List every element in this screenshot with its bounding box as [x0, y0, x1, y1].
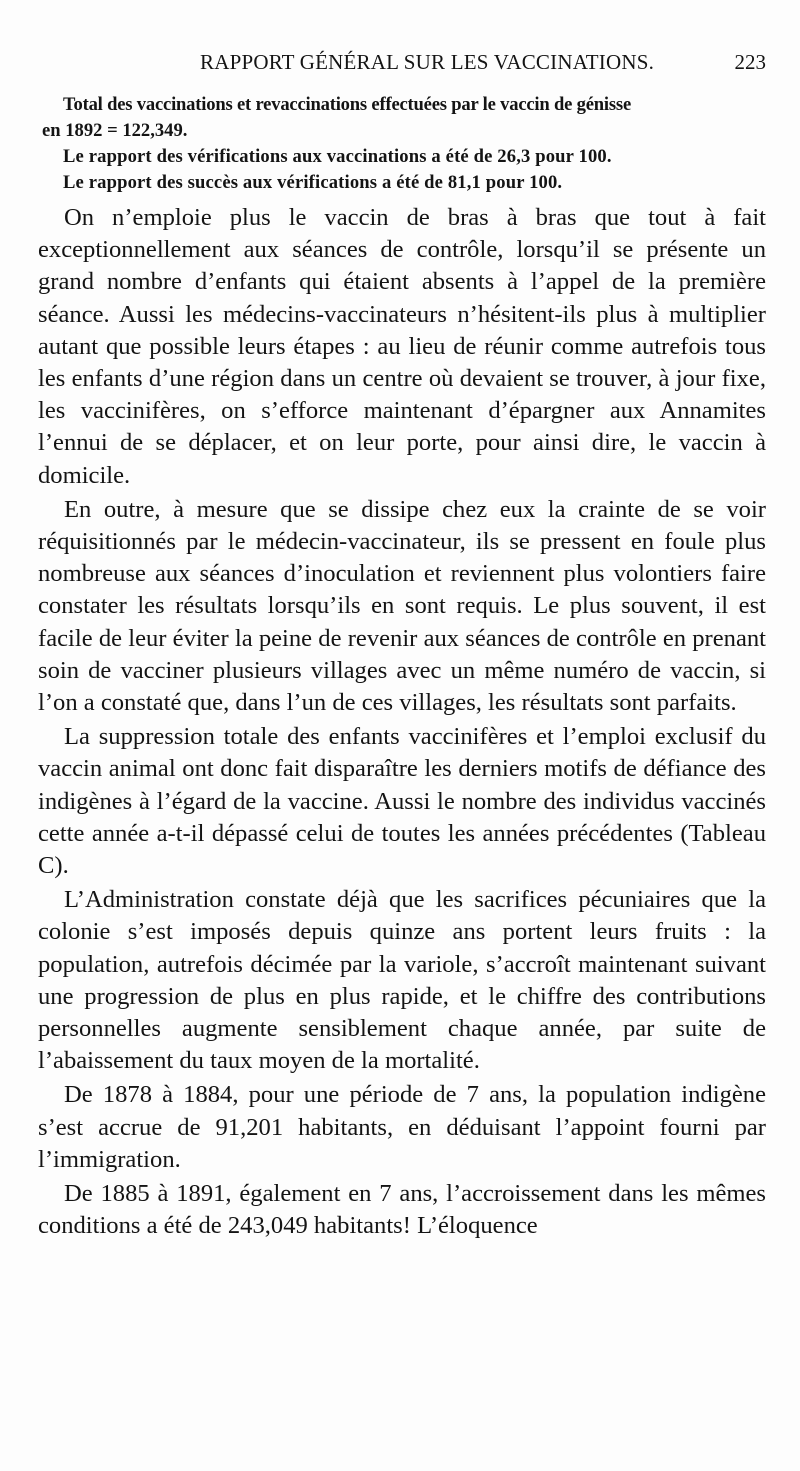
page-header — [38, 50, 766, 80]
summary-total-line: Total des vaccinations et revaccinations effectuées par le vaccin de génisse — [63, 94, 632, 115]
vaccination-summary — [42, 92, 767, 196]
summary-total-value: en 1892 = 122,349. — [42, 120, 188, 141]
paragraph: De 1878 à 1884, pour une période de 7 ans, la population indigène s’est accrue de 91,201 habitants, en déduisant l’appoint fourni par l’immigration. — [38, 1081, 766, 1173]
summary-success-ratio: Le rapport des succès aux vérifications a été de 81,1 pour 100. — [63, 172, 563, 193]
summary-verification-ratio: Le rapport des vérifications aux vaccinations a été de 26,3 pour 100. — [63, 146, 612, 167]
running-title: RAPPORT GÉNÉRAL SUR LES VACCINATIONS. — [200, 50, 655, 74]
paragraph: De 1885 à 1891, également en 7 ans, l’accroissement dans les mêmes conditions a été de 243,049 habitants! L’éloquence — [38, 1180, 766, 1240]
paragraph: L’Administration constate déjà que les sacrifices pécuniaires que la colonie s’est imposés depuis quinze ans portent leurs fruits : la population, autrefois décimée par la variole, s’accroît maintenant suivant une progression de plus en plus rapide, et le chiffre des contributions personnelles augmente sensiblement chaque année, par suite de l’abaissement du taux moyen de la mortalité. — [38, 886, 766, 1075]
paragraph: La suppression totale des enfants vaccinifères et l’emploi exclusif du vaccin animal ont donc fait disparaître les derniers motifs de défiance des indigènes à l’égard de la vaccine. Aussi le nombre des individus vaccinés cette année a-t-il dépassé celui de toutes les années précédentes (Tableau C). — [38, 723, 766, 880]
page-number: 223 — [734, 50, 766, 74]
body-text — [38, 202, 766, 1243]
paragraph: On n’emploie plus le vaccin de bras à bras que tout à fait exceptionnellement aux séances de contrôle, lorsqu’il se présente un grand nombre d’enfants qui étaient absents à l’appel de la première séance. Aussi les médecins-vaccinateurs n’hésitent-ils plus à multiplier autant que possible leurs étapes : au lieu de réunir comme autrefois tous les enfants d’une région dans un centre où devaient se trouver, à jour fixe, les vaccinifères, on s’efforce maintenant d’épargner aux Annamites l’ennui de se déplacer, et on leur porte, pour ainsi dire, le vaccin à domicile. — [38, 204, 766, 489]
paragraph: En outre, à mesure que se dissipe chez eux la crainte de se voir réquisitionnés par le médecin-vaccinateur, ils se pressent en foule plus nombreuse aux séances d’inoculation et reviennent plus volontiers faire constater les résultats lorsqu’ils en sont requis. Le plus souvent, il est facile de leur éviter la peine de revenir aux séances de contrôle en prenant soin de vacciner plusieurs villages avec un même numéro de vaccin, si l’on a constaté que, dans l’un de ces villages, les résultats sont parfaits. — [38, 495, 766, 717]
